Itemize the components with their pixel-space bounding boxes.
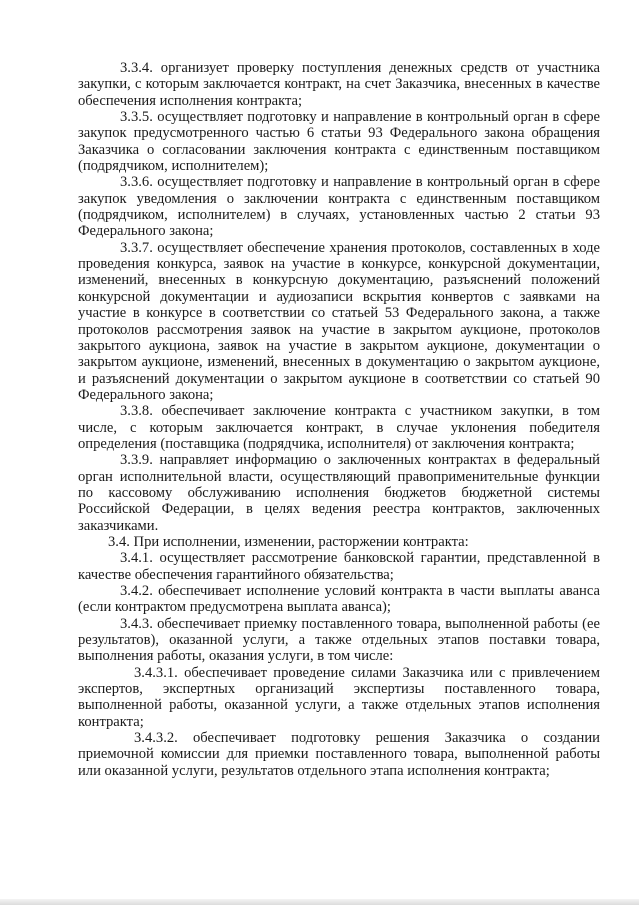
paragraph-3-4-2: 3.4.2. обеспечивает исполнение условий контракта в части выплаты аванса (если контрактом предусмотрена выплата аванса); xyxy=(78,583,600,616)
paragraph-3-4-1: 3.4.1. осуществляет рассмотрение банковской гарантии, представленной в качестве обеспечения гарантийного обязательства; xyxy=(78,550,600,583)
paragraph-3-4-3: 3.4.3. обеспечивает приемку поставленного товара, выполненной работы (ее результатов), оказанной услуги, а также отдельных этапов поставки товара, выполнения работы, оказания услуги, в том числе: xyxy=(78,615,600,665)
paragraph-3-3-4: 3.3.4. организует проверку поступления денежных средств от участника закупки, с которым заключается контракт, на счет Заказчика, внесенных в качестве обеспечения исполнения контракта; xyxy=(78,60,600,109)
document-page xyxy=(78,60,600,779)
paragraph-3-3-8: 3.3.8. обеспечивает заключение контракта с участником закупки, в том числе, с которым заключается контракт, в случае уклонения победителя определения (поставщика (подрядчика, исполнителя) от заключения контракта; xyxy=(78,403,600,452)
paragraph-3-3-9: 3.3.9. направляет информацию о заключенных контрактах в федеральный орган исполнительной власти, осуществляющий правоприменительные функции по кассовому обслуживанию исполнения бюджетов бюджетной системы Российской Федерации, в целях ведения реестра контрактов, заключенных заказчиками. xyxy=(78,452,600,534)
section-heading-3-4: 3.4. При исполнении, изменении, расторжении контракта: xyxy=(108,533,469,550)
scan-bottom-edge xyxy=(0,899,639,905)
paragraph-3-4-3-2: 3.4.3.2. обеспечивает подготовку решения Заказчика о создании приемочной комиссии для приемки поставленного товара, выполненной работы или оказанной услуги, результатов отдельного этапа исполнения контракта; xyxy=(78,730,600,779)
paragraph-3-4-3-1: 3.4.3.1. обеспечивает проведение силами Заказчика или с привлечением экспертов, экспертных организаций экспертизы поставленного товара, выполненной работы, оказанной услуги, а также отдельных этапов исполнения контракта; xyxy=(78,664,600,730)
paragraph-3-3-7: 3.3.7. осуществляет обеспечение хранения протоколов, составленных в ходе проведения конкурса, заявок на участие в конкурсе, конкурсной документации, изменений, внесенных в конкурсную документацию, разъяснений положений конкурсной документации и аудиозаписи вскрытия конвертов с заявками на участие в конкурсе в соответствии со статьей 53 Федерального закона, а также протоколов рассмотрения заявок на участие в закрытом аукционе, протоколов закрытого аукциона, заявок на участие в закрытом аукционе, документации о закрытом аукционе, изменений, внесенных в документацию о закрытом аукционе, и разъяснений документации о закрытом аукционе в соответствии со статьей 90 Федерального закона; xyxy=(78,239,600,403)
paragraph-3-3-5: 3.3.5. осуществляет подготовку и направление в контрольный орган в сфере закупок предусмотренного частью 6 статьи 93 Федерального закона обращения Заказчика о согласовании заключения контракта с единственным поставщиком (подрядчиком, исполнителем); xyxy=(78,109,600,175)
paragraph-3-3-6: 3.3.6. осуществляет подготовку и направление в контрольный орган в сфере закупок уведомления о заключении контракта с единственным поставщиком (подрядчиком, исполнителем) в случаях, установленных частью 2 статьи 93 Федерального закона; xyxy=(78,174,600,240)
